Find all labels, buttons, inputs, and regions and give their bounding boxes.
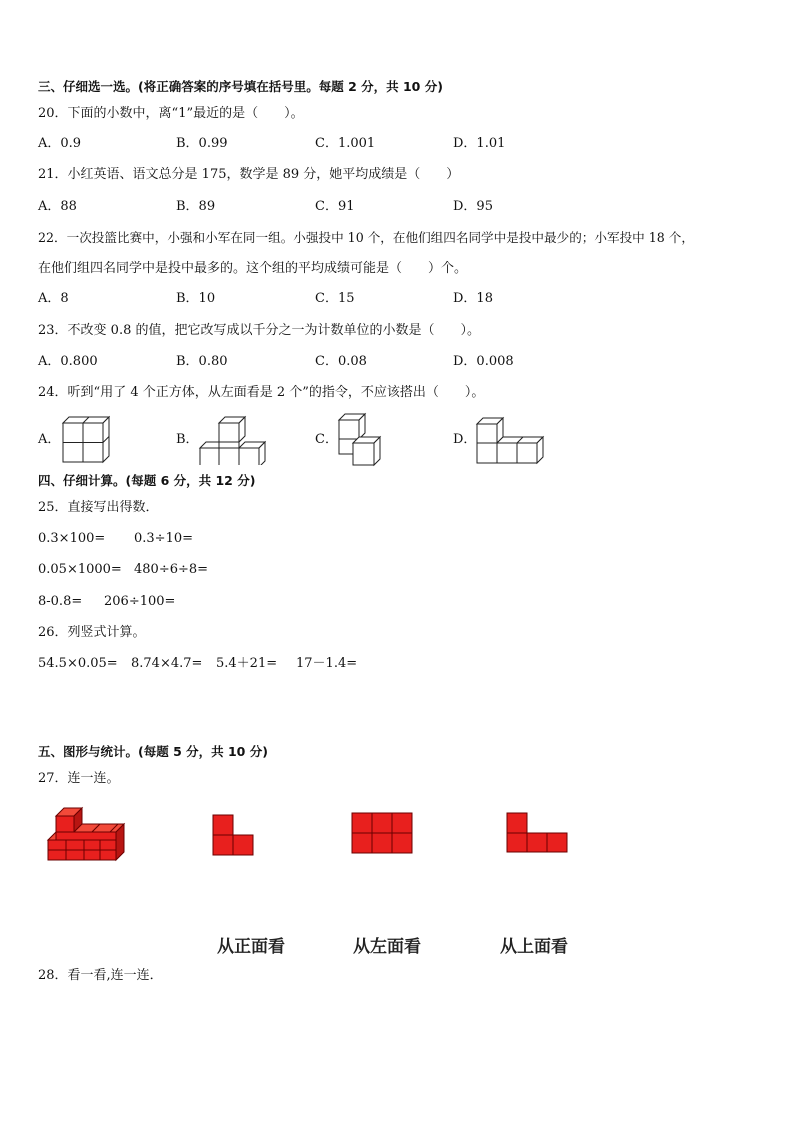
q25-item: 206÷100= (104, 594, 176, 609)
q20-option-d: D．1.01 (453, 136, 506, 151)
q27-view-left: 从左面看 (353, 937, 421, 957)
q27-stem: 27．连一连。 (38, 771, 120, 786)
q27-view-front: 从正面看 (217, 937, 285, 957)
q25-item: 0.3×100= (38, 531, 106, 546)
section-4-heading: 四、仔细计算。(每题 6 分，共 12 分) (38, 473, 256, 488)
section-5-heading: 五、图形与统计。(每题 5 分，共 10 分) (38, 744, 268, 759)
q23-option-b: B．0.80 (176, 354, 228, 369)
q25-stem: 25．直接写出得数． (38, 500, 159, 515)
q25-item: 0.05×1000= (38, 562, 122, 577)
q23-stem: 23．不改变 0.8 的值，把它改写成以千分之一为计数单位的小数是（ ）。 (38, 323, 480, 338)
q24-option-b-label: B． (176, 432, 199, 447)
q27-view-top: 从上面看 (500, 937, 568, 957)
q20-stem: 20．下面的小数中，离“1”最近的是（ ）。 (38, 106, 304, 121)
q21-option-a: A．88 (38, 199, 77, 214)
q24-figure-d (475, 416, 545, 466)
q27-view-shape-1 (212, 814, 256, 858)
q25-item: 0.3÷10= (134, 531, 194, 546)
q21-option-b: B．89 (176, 199, 216, 214)
q24-stem: 24．听到“用了 4 个正方体，从左面看是 2 个”的指令，不应该搭出（ ）。 (38, 385, 485, 400)
q22-option-d: D．18 (453, 291, 493, 306)
q27-view-shape-3 (506, 812, 568, 854)
q27-red-solid (44, 804, 128, 864)
q25-item: 8-0.8= (38, 594, 83, 609)
q24-figure-a (60, 414, 110, 466)
q22-option-c: C．15 (315, 291, 355, 306)
q26-item: 5.4＋21= (216, 656, 278, 671)
q22-option-a: A．8 (38, 291, 69, 306)
q21-option-d: D．95 (453, 199, 493, 214)
q26-item: 8.74×4.7= (131, 656, 203, 671)
q26-stem: 26．列竖式计算。 (38, 625, 146, 640)
q25-item: 480÷6÷8= (134, 562, 209, 577)
q22-stem-line2: 在他们组四名同学中是投中最多的。这个组的平均成绩可能是（ ）个。 (38, 261, 468, 276)
q23-option-d: D．0.008 (453, 354, 514, 369)
q20-option-c: C．1.001 (315, 136, 376, 151)
q23-option-a: A．0.800 (38, 354, 98, 369)
q28-stem: 28．看一看,连一连． (38, 968, 163, 983)
q26-item: 17－1.4= (296, 656, 358, 671)
q20-option-b: B．0.99 (176, 136, 228, 151)
q24-option-c-label: C． (315, 432, 338, 447)
q24-figure-b (198, 415, 266, 465)
q24-option-d-label: D． (453, 432, 477, 447)
q26-item: 54.5×0.05= (38, 656, 118, 671)
q21-option-c: C．91 (315, 199, 355, 214)
q27-view-shape-2 (351, 812, 413, 856)
q24-figure-c (336, 412, 386, 467)
q22-stem-line1: 22．一次投篮比赛中，小强和小军在同一组。小强投中 10 个，在他们组四名同学中是投中最少的；小军投中 18 个， (38, 230, 694, 245)
q21-stem: 21．小红英语、语文总分是 175，数学是 89 分，她平均成绩是（ ） (38, 167, 460, 182)
q20-option-a: A．0.9 (38, 136, 82, 151)
q23-option-c: C．0.08 (315, 354, 367, 369)
q22-option-b: B．10 (176, 291, 216, 306)
q24-option-a-label: A． (38, 432, 61, 447)
section-3-heading: 三、仔细选一选。(将正确答案的序号填在括号里。每题 2 分，共 10 分) (38, 79, 443, 94)
